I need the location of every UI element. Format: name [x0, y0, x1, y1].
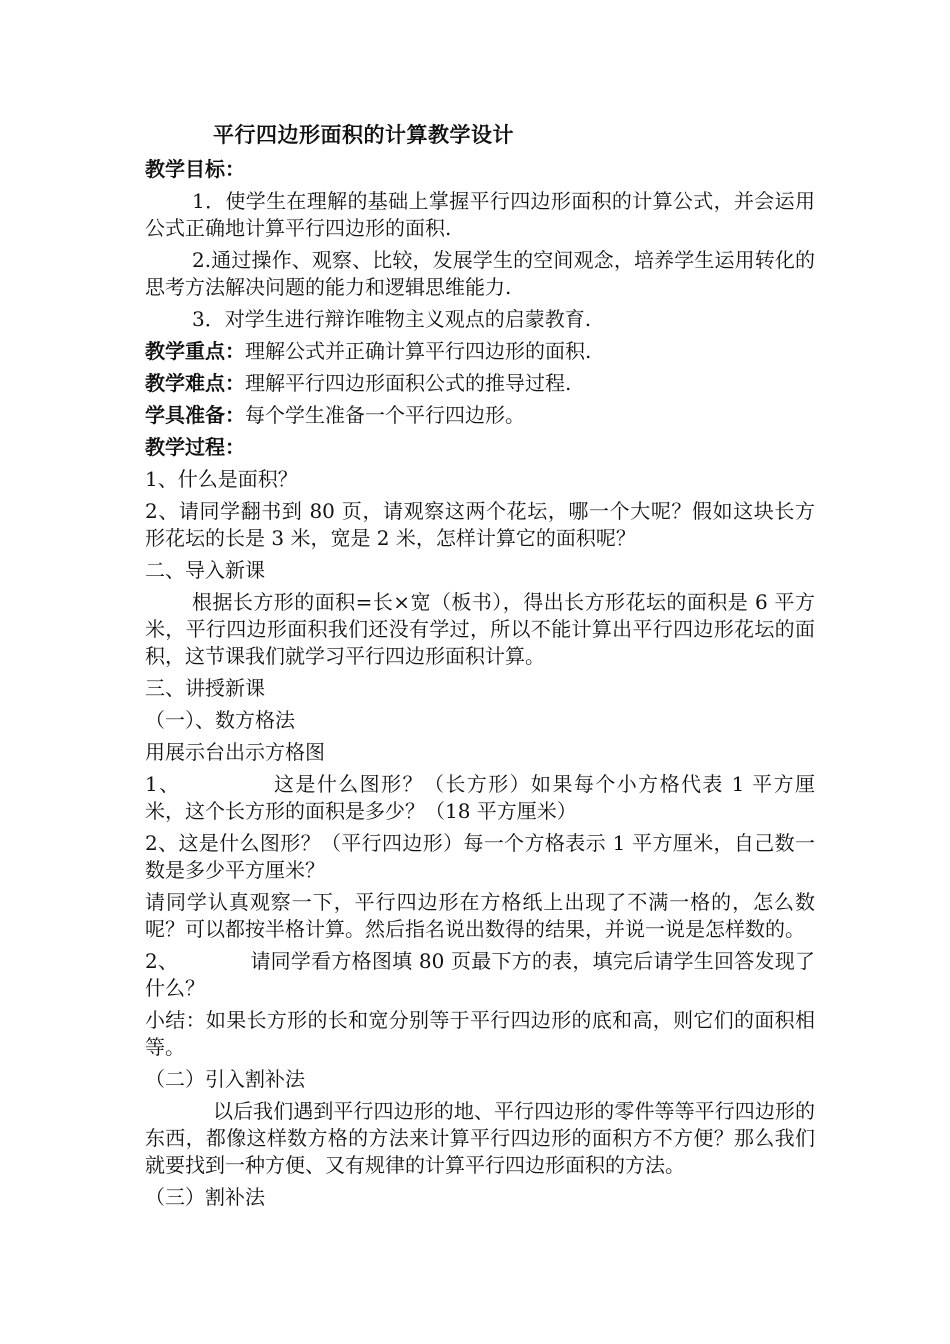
subsection-1-intro: 用展示台出示方格图 — [145, 740, 325, 764]
goal-1: 1．使学生在理解的基础上掌握平行四边形面积的计算公式，并会运用公式正确地计算平行四边形的面积. — [145, 189, 815, 240]
item-2: 2、这是什么图形？（平行四边形）每一个方格表示 1 平方厘米，自己数一数是多少平方厘米？ — [145, 831, 815, 882]
question-2: 2、请同学翻书到 80 页，请观察这两个花坛，哪一个大呢？假如这块长方形花坛的长是 3 米，宽是 2 米，怎样计算它的面积呢？ — [145, 499, 815, 550]
section-2-heading: 二、导入新课 — [145, 558, 265, 582]
subsection-3-heading: （三）割补法 — [145, 1185, 265, 1209]
question-1: 1、什么是面积？ — [145, 467, 298, 491]
goals-heading: 教学目标： — [145, 157, 245, 181]
subsection-2-text: 以后我们遇到平行四边形的地、平行四边形的零件等等平行四边形的东西，都像这样数方格的方法来计算平行四边形的面积方不方便？那么我们就要找到一种方便、又有规律的计算平行四边形面积的方法。 — [145, 1099, 815, 1177]
key-point-text: 理解公式并正确计算平行四边形的面积. — [245, 339, 592, 363]
key-point — [145, 338, 815, 365]
item-1-text: 这是什么图形？（长方形）如果每个小方格代表 1 平方厘米，这个长方形的面积是多少？（18 平方厘米） — [145, 772, 815, 823]
summary-paragraph: 小结：如果长方形的长和宽分别等于平行四边形的底和高，则它们的面积相等。 — [145, 1008, 815, 1059]
item-3 — [145, 948, 815, 1002]
document-content — [145, 120, 815, 1216]
section-3-heading: 三、讲授新课 — [145, 676, 265, 700]
goal-3: 3．对学生进行辩诈唯物主义观点的启蒙教育. — [192, 307, 592, 331]
subsection-2-heading: （二）引入割补法 — [145, 1067, 305, 1091]
section-2-text: 根据长方形的面积=长×宽（板书），得出长方形花坛的面积是 6 平方米，平行四边形面积我们还没有学过，所以不能计算出平行四边形花坛的面积，这节课我们就学习平行四边形面积计算。 — [145, 590, 815, 668]
difficulty-text: 理解平行四边形面积公式的推导过程. — [245, 371, 572, 395]
item-3-text: 请同学看方格图填 80 页最下方的表，填完后请学生回答发现了什么？ — [145, 949, 815, 1000]
tools-text: 每个学生准备一个平行四边形。 — [245, 403, 525, 427]
item-1 — [145, 771, 815, 825]
tools-preparation — [145, 402, 815, 429]
observe-paragraph: 请同学认真观察一下，平行四边形在方格纸上出现了不满一格的，怎么数呢？可以都按半格计算。然后指名说出数得的结果，并说一说是怎样数的。 — [145, 890, 815, 941]
page-title: 平行四边形面积的计算教学设计 — [213, 122, 514, 147]
tools-label: 学具准备： — [145, 403, 245, 427]
key-point-label: 教学重点： — [145, 339, 245, 363]
goal-2: 2.通过操作、观察、比较，发展学生的空间观念，培养学生运用转化的思考方法解决问题的能力和逻辑思维能力. — [145, 248, 815, 299]
difficulty-label: 教学难点： — [145, 371, 245, 395]
item-3-number: 2、 — [145, 949, 179, 973]
item-1-number: 1、 — [145, 772, 181, 796]
subsection-1-heading: （一）、数方格法 — [145, 708, 295, 732]
process-heading: 教学过程： — [145, 435, 245, 459]
difficulty-point — [145, 370, 815, 397]
